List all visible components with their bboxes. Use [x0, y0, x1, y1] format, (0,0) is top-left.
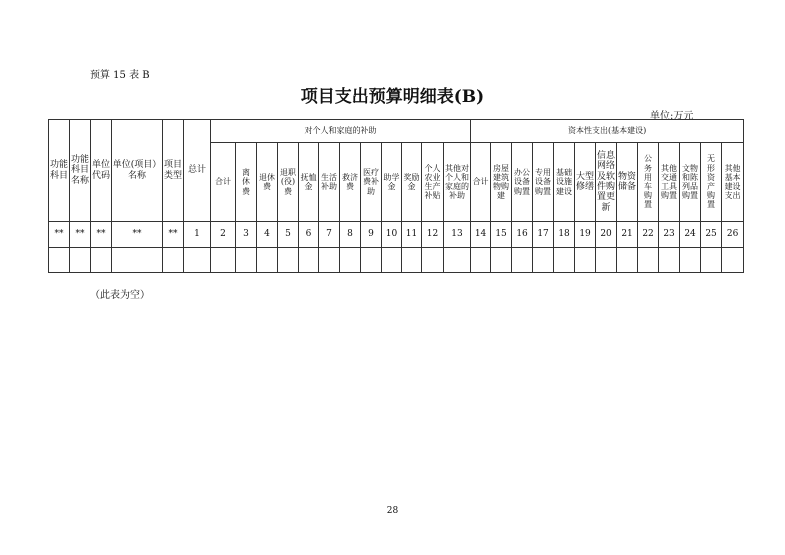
table-cell: [236, 248, 257, 273]
table-cell: 16: [512, 222, 533, 248]
table-cell: **: [70, 222, 91, 248]
table-cell: 9: [361, 222, 382, 248]
table-cell: 7: [319, 222, 340, 248]
table-cell: [91, 248, 112, 273]
budget-table: [48, 119, 744, 273]
table-cell: [680, 248, 701, 273]
table-cell: 22: [638, 222, 659, 248]
table-cell: 19: [575, 222, 596, 248]
table-cell: [471, 248, 491, 273]
table-cell: 5: [278, 222, 299, 248]
table-cell: [184, 248, 211, 273]
subheader-cell: 医疗费补助: [361, 143, 382, 222]
subheader-cell: 生活补助: [319, 143, 340, 222]
table-cell: [575, 248, 596, 273]
table-cell: [361, 248, 382, 273]
subheader-cell: 物资储备: [617, 143, 638, 222]
table-cell: 13: [444, 222, 471, 248]
fixed-header-cell: 总计: [184, 120, 211, 222]
subheader-cell: 房屋建筑物购建: [491, 143, 512, 222]
table-cell: 17: [533, 222, 554, 248]
subheader-cell: 合计: [471, 143, 491, 222]
table-cell: [512, 248, 533, 273]
table-cell: 4: [257, 222, 278, 248]
table-cell: 25: [701, 222, 722, 248]
table-cell: 12: [422, 222, 444, 248]
subheader-cell: 办公设备购置: [512, 143, 533, 222]
table-cell: 3: [236, 222, 257, 248]
table-cell: 24: [680, 222, 701, 248]
table-cell: 8: [340, 222, 361, 248]
table-cell: **: [49, 222, 70, 248]
table-cell: [617, 248, 638, 273]
fixed-header-cell: 功能科目: [49, 120, 70, 222]
table-cell: 10: [382, 222, 402, 248]
table-cell: 26: [722, 222, 744, 248]
table-cell: [422, 248, 444, 273]
subheader-cell: 合计: [211, 143, 236, 222]
table-cell: 1: [184, 222, 211, 248]
subheader-cell: 信息网络及软件购置更新: [596, 143, 617, 222]
table-cell: [596, 248, 617, 273]
table-cell: [444, 248, 471, 273]
table-cell: [278, 248, 299, 273]
table-cell: [533, 248, 554, 273]
subheader-cell: 退职(役)费: [278, 143, 299, 222]
fixed-header-cell: 项目类型: [163, 120, 184, 222]
subheader-cell: 个人农业生产补贴: [422, 143, 444, 222]
table-cell: [554, 248, 575, 273]
table-cell: **: [91, 222, 112, 248]
table-cell: [701, 248, 722, 273]
table-row-blank: [49, 248, 744, 273]
fixed-header-cell: 单位(项目）名称: [112, 120, 163, 222]
table-cell: [112, 248, 163, 273]
table-cell: 11: [402, 222, 422, 248]
subheader-cell: 助学金: [382, 143, 402, 222]
table-cell: 6: [299, 222, 319, 248]
subheader-cell: 大型修缮: [575, 143, 596, 222]
table-cell: [211, 248, 236, 273]
fixed-header-cell: 功能科目名称: [70, 120, 91, 222]
table-cell: 15: [491, 222, 512, 248]
subheader-cell: 离休费: [236, 143, 257, 222]
table-row-index: [49, 222, 744, 248]
group-header-personal: 对个人和家庭的补助: [211, 120, 471, 143]
fixed-header-cell: 单位代码: [91, 120, 112, 222]
table-cell: [491, 248, 512, 273]
table-cell: **: [112, 222, 163, 248]
table-cell: [257, 248, 278, 273]
subheader-cell: 其他基本建设支出: [722, 143, 744, 222]
subheader-cell: 退休费: [257, 143, 278, 222]
table-cell: [722, 248, 744, 273]
subheader-cell: 救济费: [340, 143, 361, 222]
empty-table-note: （此表为空）: [90, 290, 150, 301]
group-header-capital: 资本性支出(基本建设): [471, 120, 744, 143]
subheader-cell: 其他交通工具购置: [659, 143, 680, 222]
table-cell: [659, 248, 680, 273]
subheader-cell: 其他对个人和家庭的补助: [444, 143, 471, 222]
subheader-cell: 公务用车购置: [638, 143, 659, 222]
table-cell: **: [163, 222, 184, 248]
subheader-cell: 无形资产购置: [701, 143, 722, 222]
page-number: 28: [386, 506, 399, 516]
table-cell: 18: [554, 222, 575, 248]
table-cell: [638, 248, 659, 273]
table-cell: 20: [596, 222, 617, 248]
subheader-cell: 文物和陈列品购置: [680, 143, 701, 222]
table-cell: [382, 248, 402, 273]
table-cell: 21: [617, 222, 638, 248]
table-cell: [340, 248, 361, 273]
table-label: 预算 15 表 B: [90, 70, 150, 81]
table-cell: [70, 248, 91, 273]
table-cell: 2: [211, 222, 236, 248]
table-cell: [402, 248, 422, 273]
table-cell: [319, 248, 340, 273]
table-cell: [163, 248, 184, 273]
table-cell: 14: [471, 222, 491, 248]
subheader-cell: 基础设施建设: [554, 143, 575, 222]
header-row-groups: [49, 120, 744, 143]
table-cell: 23: [659, 222, 680, 248]
page-title: 项目支出预算明细表(B): [300, 87, 485, 107]
unit-label: 单位:万元: [650, 111, 694, 122]
subheader-cell: 抚恤金: [299, 143, 319, 222]
table-cell: [49, 248, 70, 273]
table-cell: [299, 248, 319, 273]
subheader-cell: 专用设备购置: [533, 143, 554, 222]
subheader-cell: 奖励金: [402, 143, 422, 222]
